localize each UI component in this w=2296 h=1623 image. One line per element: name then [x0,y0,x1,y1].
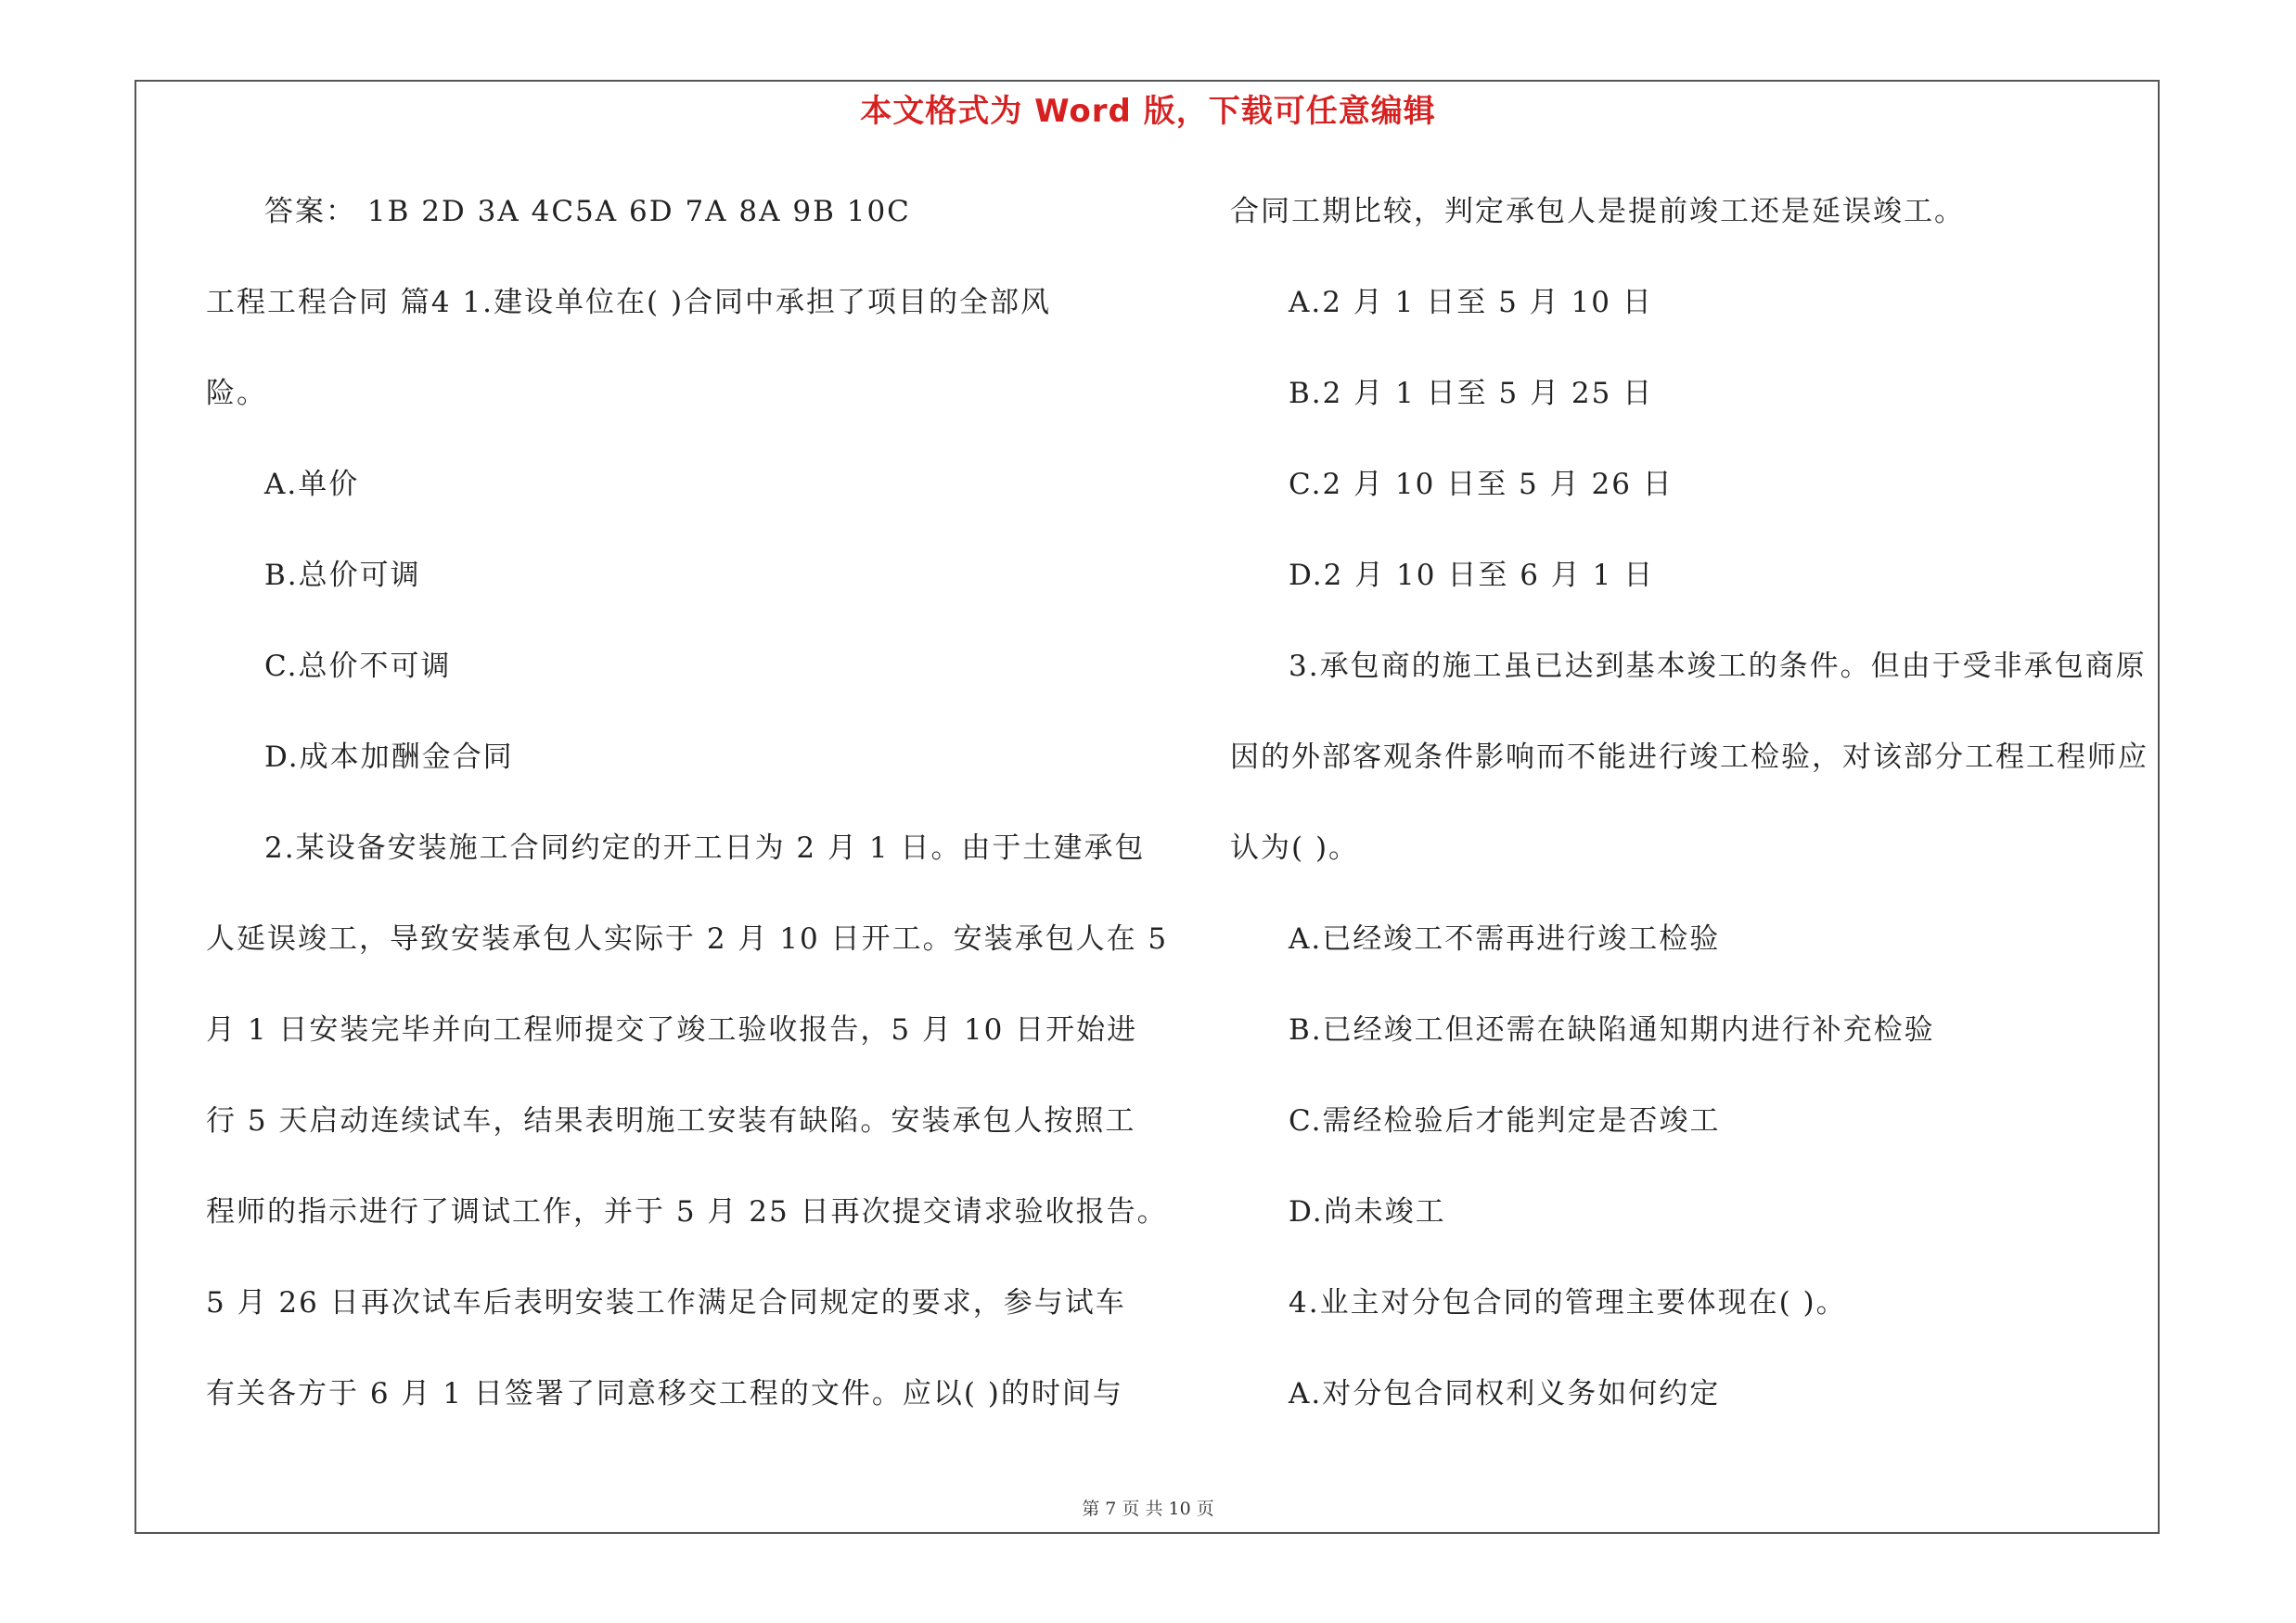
option-b: B.2 月 1 日至 5 月 25 日 [1289,377,1654,410]
paragraph-line: 5 月 26 日再次试车后表明安装工作满足合同规定的要求，参与试车 [206,1286,1126,1320]
option-b: B.总价可调 [264,559,421,592]
paragraph-line: 有关各方于 6 月 1 日签署了同意移交工程的文件。应以( )的时间与 [206,1377,1123,1410]
paragraph-line: 认为( )。 [1230,831,1360,865]
option-d: D.2 月 10 日至 6 月 1 日 [1289,559,1655,592]
option-c: C.需经检验后才能判定是否竣工 [1289,1104,1721,1138]
paragraph-line: 人延误竣工，导致安装承包人实际于 2 月 10 日开工。安装承包人在 5 [206,922,1169,956]
paragraph-line: 险。 [206,377,267,410]
question-4: 4.业主对分包合同的管理主要体现在( )。 [1289,1286,1847,1320]
section-heading-question-1: 工程工程合同 篇4 1.建设单位在( )合同中承担了项目的全部风 [206,286,1052,319]
option-a: A.已经竣工不需再进行竣工检验 [1289,922,1721,956]
option-d: D.成本加酬金合同 [264,741,514,774]
paragraph-line: 合同工期比较，判定承包人是提前竣工还是延误竣工。 [1230,195,1965,228]
option-a: A.2 月 1 日至 5 月 10 日 [1289,286,1653,319]
document-banner: 本文格式为 Word 版，下载可任意编辑 [860,93,1436,130]
option-a: A.对分包合同权利义务如何约定 [1289,1377,1721,1410]
paragraph-line: 月 1 日安装完毕并向工程师提交了竣工验收报告，5 月 10 日开始进 [206,1013,1138,1047]
question-3: 3.承包商的施工虽已达到基本竣工的条件。但由于受非承包商原 [1289,650,2147,683]
paragraph-line: 因的外部客观条件影响而不能进行竣工检验，对该部分工程工程师应 [1230,741,2148,774]
paragraph-line: 程师的指示进行了调试工作，并于 5 月 25 日再次提交请求验收报告。 [206,1195,1168,1229]
option-c: C.2 月 10 日至 5 月 26 日 [1289,468,1674,501]
option-c: C.总价不可调 [264,650,452,683]
question-2: 2.某设备安装施工合同约定的开工日为 2 月 1 日。由于土建承包 [264,831,1146,865]
option-d: D.尚未竣工 [1289,1195,1446,1229]
answer-line: 答案： 1B 2D 3A 4C5A 6D 7A 8A 9B 10C [264,195,911,228]
paragraph-line: 行 5 天启动连续试车，结果表明施工安装有缺陷。安装承包人按照工 [206,1104,1136,1138]
page-number: 第 7 页 共 10 页 [1082,1499,1214,1519]
option-b: B.已经竣工但还需在缺陷通知期内进行补充检验 [1289,1013,1935,1047]
option-a: A.单价 [264,468,360,501]
